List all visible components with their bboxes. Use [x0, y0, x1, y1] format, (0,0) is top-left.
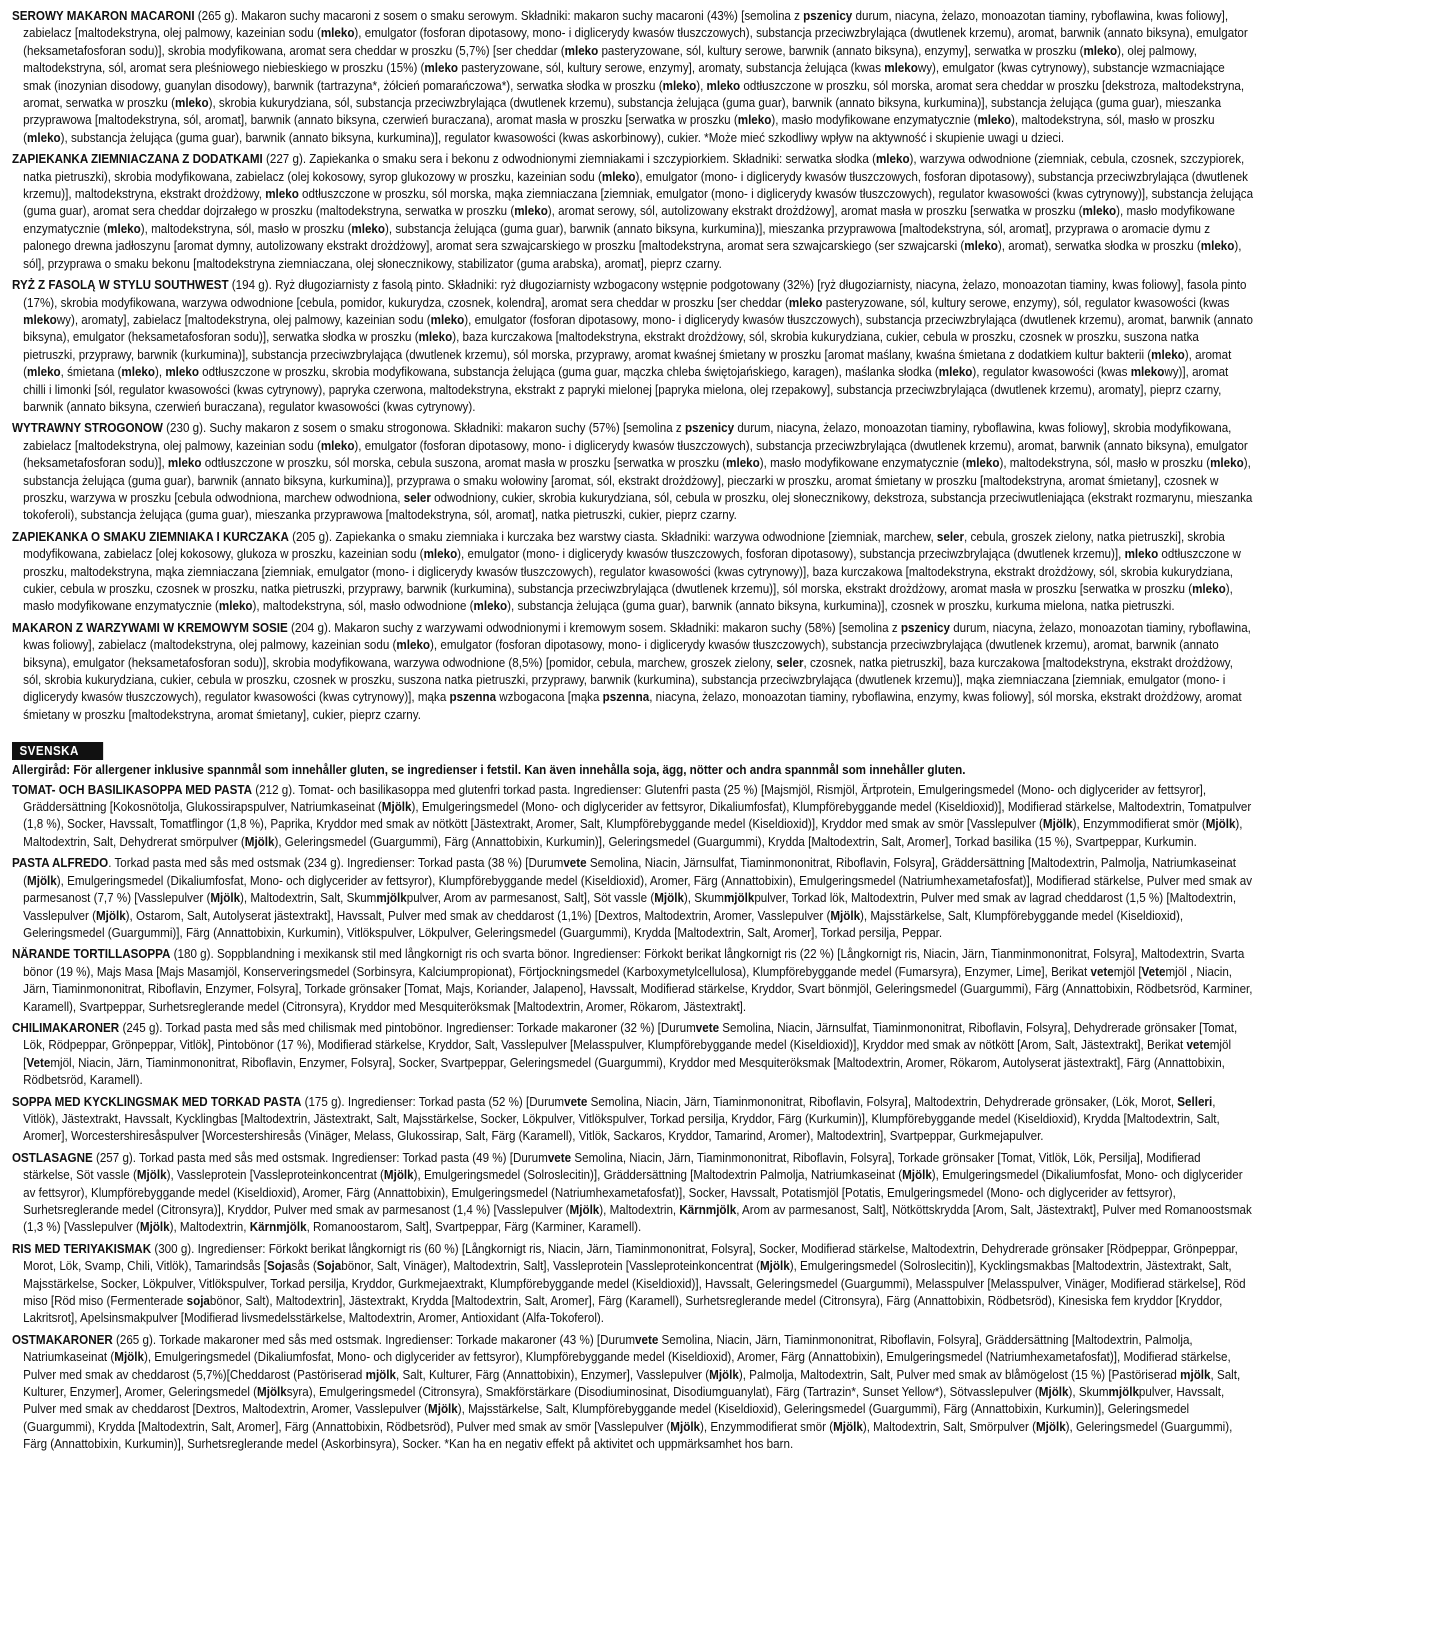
text-segment: , Salt, Kulturer, Enzymer], Aromer, Geleringsmedel (	[23, 1367, 1241, 1400]
text-segment: odtłuszczone w proszku, sól morska, mąka ziemniaczana [ziemniak, emulgator (mono- i diglicerydy kwasów tłuszczowych), regulator kwasowości (kwas cytrynowy)], substancja żelująca (guma guar), aromat sera cheddar dojrzałego w proszku (maltodekstryna, serwatka w proszku (	[23, 187, 1254, 219]
bold-segment: mjölk	[723, 891, 755, 906]
bold-segment: Mjölk	[569, 1203, 600, 1217]
bold-segment: Mjölk	[95, 908, 126, 923]
bold-segment: vete	[564, 1094, 588, 1109]
bold-segment: vete	[635, 1332, 659, 1347]
bold-segment: mjölk	[365, 1367, 396, 1382]
bold-segment: pszenna	[602, 690, 650, 705]
bold-segment: PASTA ALFREDO	[12, 856, 109, 871]
text-segment: , Arom av parmesanost, Salt], Nötköttskrydda [Arom, Salt, Jästextrakt], Pulver med Romanoostsmak (1,3 %) [Vasslepulver (	[23, 1203, 1252, 1235]
bold-segment: soja	[186, 1294, 210, 1309]
text-segment: odwodniony, cukier, skrobia kukurydziana, sól, cebula w proszku, olej słonecznikowy, dekstroza, substancja przeciwutleniająca (ekstrakt rozmarynu, mieszanka tokoferoli), substancja żelująca (guma guar), mieszanka przyprawowa [maltodekstryna, sól, aromat], natka pietruszki, cukier, pieprz czarny.	[23, 490, 1253, 523]
bold-segment: vete	[547, 1150, 572, 1165]
text-segment: ), Majsstärkelse, Salt, Klumpförebyggande medel (Kiseldioxid), Geleringsmedel (Guargummi)], Färg (Annattobixin, Kurkumin), Vitlökspulver, Lökpulver, Geleringsmedel (Guargummi), Krydda [Maltodextrin, Salt, Aromer], Torkad persilja, Peppar.	[23, 908, 1184, 940]
bold-segment: mleko	[424, 61, 459, 76]
bold-segment: mleko	[964, 239, 998, 254]
text-segment: , niacyna, żelazo, monoazotan tiaminy, ryboflawina, enzymy, kwas foliowy], sól morska, ekstrakt drożdżowy, aromat śmietany w proszku [maltodekstryna, aromat śmietany], cukier, pieprz czarny.	[23, 690, 1242, 722]
bold-segment: mleko	[1200, 239, 1235, 254]
bold-segment: mjölk	[1180, 1367, 1211, 1382]
bold-segment: mleko	[174, 96, 209, 111]
bold-segment: vete	[1090, 964, 1114, 979]
text-segment: pulver, Torkad lök, Maltodextrin, Pulver med smak av lagrad cheddarost (1,5 %) [Maltodextrin, Vasslepulver (	[23, 891, 1237, 923]
bold-segment: mleko	[726, 456, 760, 471]
text-segment: wzbogacona [mąka	[496, 690, 603, 705]
text-segment: Semolina, Niacin, Järnsulfat, Tiaminmononitrat, Riboflavin, Folsyra], Gräddersättning [Maltodextrin, Palmolja, Natriumkaseinat (	[23, 856, 1236, 888]
text-segment: mjöl [	[23, 1038, 1232, 1070]
text-segment: odtłuszczone w proszku, maltodekstryna, mąka ziemniaczana [ziemniak, emulgator (mono- i diglicerydy kwasów tłuszczowych), regulator kwasowości (kwas cytrynowy)], baza kurczakowa [maltodekstryna, ekstrakt drożdżowy, sól, skrobia kukurydziana, cukier, cebula w proszku, czosnek w proszku, natka pietruszki, przyprawy, barwnik (kurkumina), substancja przeciwzbrylająca (dwutlenek krzemu)], sól morska, ekstrakt drożdżowy, aromat masła w proszku [serwatka w proszku (	[23, 547, 1241, 596]
polish-section	[12, 8, 1254, 724]
text-segment: ), Palmolja, Maltodextrin, Salt, Pulver med smak av blåmögelost (15 %) [Pastöriserad	[738, 1367, 1181, 1382]
text-segment: , cebula, groszek zielony, natka pietruszki], skrobia modyfikowana, zabielacz [olej kokosowy, glukoza w proszku, kazeinian sodu (	[23, 529, 1225, 562]
product-entry	[12, 277, 1254, 416]
bold-segment: seler	[403, 490, 431, 505]
text-segment: . Torkad pasta med sås med ostsmak (234 g). Ingredienser: Torkad pasta (38 %) [Durum	[108, 856, 564, 871]
bold-segment: seler	[776, 655, 804, 670]
text-segment: ), Skum	[683, 891, 724, 906]
bold-segment: mleko	[938, 365, 973, 380]
text-segment: ), maltodekstryna, sól, masło w proszku (	[140, 221, 352, 236]
bold-segment: WYTRAWNY STROGONOW	[12, 421, 163, 436]
bold-segment: mleko	[121, 365, 156, 380]
product-entry	[12, 782, 1254, 852]
bold-segment: mleko	[662, 78, 697, 93]
text-segment: (205 g). Zapiekanka o smaku ziemniaka i kurczaka bez warstwy ciasta. Składniki: warzywa odwodnione [ziemniak, marchew,	[288, 529, 937, 544]
text-segment: ), Emulgeringsmedel (Solroslecitin)], Gräddersättning [Maltodextrin Palmolja, Natriumkaseinat (	[413, 1168, 903, 1183]
text-segment: , śmietana (	[60, 365, 122, 380]
product-entry	[12, 1150, 1254, 1237]
bold-segment: SOPPA MED KYCKLINGSMAK MED TORKAD PASTA	[12, 1094, 302, 1109]
text-segment: ),	[155, 365, 166, 380]
text-segment: odtłuszczone w proszku, skrobia modyfikowana, substancja żelująca (guma guar, mączka chleba świętojańskiego, karagen), maślanka słodka (	[198, 365, 939, 380]
bold-segment: pszenicy	[900, 620, 950, 635]
bold-segment: Kärnmjölk	[249, 1220, 307, 1235]
bold-segment: mleko	[320, 26, 355, 41]
bold-segment: mleko	[737, 113, 772, 128]
text-segment: ), substancja żelująca (guma guar), barwnik (annato biksyna, kurkumina)], regulator kwasowości (kwas askorbinowy), cukier. *Może mieć szkodliwy wpływ na aktywność i skupienie uwagi u dzieci.	[60, 130, 1065, 145]
text-segment: (230 g). Suchy makaron z sosem o smaku strogonowa. Składniki: makaron suchy (57%) [semolina z	[162, 421, 685, 436]
text-segment: , czosnek, natka pietruszki], baza kurczakowa [maltodekstryna, ekstrakt drożdżowy, sól, skrobia kukurydziana, cukier, cebula w proszku, czosnek w proszku, suszona natka pietruszki, przyprawy, barwnik (kurkumina), substancja przeciwzbrylająca (dwutlenek krzemu)], mąka ziemniaczana [ziemniak, emulgator (mono- i diglicerydy kwasów tłuszczowych), regulator kwasowości (kwas cytrynowy)], mąka	[23, 655, 1233, 705]
bold-segment: Mjölk	[902, 1168, 932, 1183]
text-segment: ), maltodekstryna, sól, masło w proszku (	[999, 456, 1211, 471]
bold-segment: mjölk	[376, 891, 407, 906]
bold-segment: mleko	[1210, 456, 1244, 471]
text-segment: ), regulator kwasowości (kwas	[972, 365, 1131, 380]
bold-segment: vete	[695, 1020, 720, 1035]
text-segment: pasteryzowane, sól, kultury serowe, enzymy], aromaty, substancja żelująca (kwas	[458, 61, 885, 76]
bold-segment: mleko	[601, 169, 636, 184]
text-segment: ), masło modyfikowane enzymatycznie (	[23, 204, 1236, 236]
language-header: SVENSKA	[12, 742, 103, 760]
text-segment: ), emulgator (fosforan dipotasowy, mono- i diglicerydy kwasów tłuszczowych), substancja przeciwzbrylająca (dwutlenek krzemu), aromat, barwnik (annato biksyna), emulgator (heksametafosforan sodu)], skrobia modyfikowana, warzywa odwodnione (8,5%) [pomidor, cebula, marchew, groszek zielony,	[23, 638, 1219, 670]
product-entry	[12, 420, 1254, 524]
bold-segment: pszenna	[449, 690, 497, 705]
bold-segment: ZAPIEKANKA O SMAKU ZIEMNIAKA I KURCZAKA	[12, 529, 289, 544]
text-segment: ), aromat serowy, sól, autolizowany ekstrakt drożdżowy], aromat masła w proszku [serwatka w proszku (	[547, 204, 1083, 219]
text-segment: ), emulgator (mono- i diglicerydy kwasów tłuszczowych, fosforan dipotasowy), substancja przeciwzbrylająca (dwutlenek krzemu)],	[457, 547, 1125, 562]
text-segment: ), substancja żelująca (guma guar), barwnik (annato biksyna, kurkumina)], czosnek w proszku, kurkuma mielona, natka pietruszki.	[507, 599, 1175, 614]
bold-segment: Mjölk	[383, 1168, 414, 1183]
bold-segment: SEROWY MAKARON MACARONI	[12, 9, 195, 23]
bold-segment: mleko	[706, 78, 741, 93]
text-segment: mjöl [	[1113, 964, 1142, 979]
bold-segment: mleko	[23, 312, 57, 327]
text-segment: ), Emulgeringsmedel (Mono- och diglycerider av fettsyror, Dikaliumfosfat), Klumpförebyggande medel (Kiseldioxid)], Modifierad stärkelse, Maltodextrin, Tomatpulver (1,8 %), Socker, Havssalt, Tomatflingor (1,8 %), Paprika, Kryddor med smak av nötkött [Jästextrakt, Aromer, Salt, Klumpförebyggande medel (Kiseldioxid)], Kryddor med smak av smör [Vasslepulver (	[23, 800, 1252, 832]
product-entry	[12, 855, 1254, 942]
text-segment: ), warzywa odwodnione (ziemniak, cebula, czosnek, szczypiorek, natka pietruszki), skrobia modyfikowana, zabielacz (olej kokosowy, syrop glukozowy w proszku, kazeinian sodu (	[23, 152, 1245, 184]
text-segment: (204 g). Makaron suchy z warzywami odwodnionymi i kremowym sosem. Składniki: makaron suchy (58%) [semolina z	[287, 620, 901, 635]
text-segment: , Romanoostarom, Salt], Svartpeppar, Färg (Karminer, Karamell).	[306, 1220, 642, 1235]
text-segment: (265 g). Makaron suchy macaroni z sosem o smaku serowym. Składniki: makaron suchy macaroni (43%) [semolina z	[194, 9, 804, 23]
text-segment: ), masło modyfikowane enzymatycznie (	[759, 456, 966, 471]
text-segment: ), aromat (	[23, 347, 1232, 380]
text-segment: ), skrobia kukurydziana, sól, substancja przeciwzbrylająca (dwutlenek krzemu), substancja żelująca (guma guar), barwnik (annato biksyna, kurkumina)], substancja żelująca (guma guar), mieszanka przyprawowa [maltodekstryna, sól, aromat], barwnik (annato biksyna, czerwień buraczana), aromat masła w proszku [serwatka w proszku (	[23, 96, 1222, 128]
bold-segment: seler	[936, 529, 965, 544]
text-segment: ), substancja żelująca (guma guar), barwnik (annato biksyna, kurkumina)], mieszanka przyprawowa [maltodekstryna, sól, aromat], przyprawa o aromacie dymu z palonego drewna jadłoszynu [aromat dymny, autolizowany ekstrakt drożdżowy], aromat sera szwajcarskiego w proszku [maltodekstryna, aromat sera szwajcarskiego (ser szwajcarski (	[23, 221, 1211, 254]
text-segment: Semolina, Niacin, Järn, Tiaminmononitrat, Riboflavin, Folsyra], Torkade grönsaker [Tomat, Vitlök, Lök, Persilja], Modifierad stärkelse, Söt vassle (	[23, 1150, 1201, 1183]
bold-segment: OSTMAKARONER	[12, 1332, 113, 1347]
text-segment: odtłuszczone w proszku, sól morska, aromat sera cheddar w proszku [dekstroza, maltodekstryna, aromat, serwatka w proszku (	[23, 78, 1245, 111]
bold-segment: mleko	[514, 204, 548, 219]
bold-segment: mleko	[884, 61, 918, 76]
text-segment: ), baza kurczakowa [maltodekstryna, ekstrakt drożdżowy, sól, skrobia kukurydziana, cukier, cebula w proszku, czosnek w proszku, suszona natka pietruszki, przyprawy, barwnik (kurkumina)], substancja przeciwzbrylająca (dwutlenek krzemu), sól morska, przyprawy, aromat kwaśnej śmietany w proszku [aromat maślany, kwaśna śmietana z dodatkiem kultur bakterii (	[23, 330, 1199, 362]
text-segment: bönor, Salt, Vinäger), Maltodextrin, Salt], Vassleprotein [Vassleproteinkoncentrat (	[341, 1259, 760, 1274]
text-segment: mjöl , Niacin, Järn, Tiaminmononitrat, Riboflavin, Enzymer, Folsyra], Torkade grönsaker [Tomat, Majs, Koriander, Jalapeno], Havssalt, Modifierad stärkelse, Kryddor, Svart bönmjöl, Geleringsmedel (Guargummi), Färg (Annattobixin, Rödbetsröd, Karminer, Karamell), Svartpeppar, Surhetsreglerande medel (Citronsyra), Kryddor med Mesquiteröksmak [Maltodextrin, Aromer, Rökarom, Jästextrakt].	[23, 964, 1253, 1014]
bold-segment: Selleri	[1177, 1094, 1213, 1109]
product-entry	[12, 1020, 1254, 1090]
product-entry	[12, 620, 1254, 724]
bold-segment: mleko	[1124, 547, 1159, 562]
text-segment: bönor, Salt), Maltodextrin], Jästextrakt, Krydda [Maltodextrin, Salt, Aromer], Färg (Karamell), Surhetsreglerande medel (Citronsyra), Färg (Annattobixin, Rödbetsröd), Kinesiska fem kryddor [Kryddor, Lakritsrot], Apelsinsmakpulver [Modifierad livsmedelsstärkelse, Maltodextrin, Aromer, Antioxidant (Alfa-Tokoferol).	[23, 1294, 1223, 1326]
text-segment: (194 g). Ryż długoziarnisty z fasolą pinto. Składniki: ryż długoziarnisty wzbogacony wstępnie podgotowany (32%) [ryż długoziarnisty, niacyna, żelazo, monoazotan tiaminy, kwas foliowy], fasola pinto (17%), skrobia modyfikowana, warzywa odwodnione [cebula, pomidor, kukurydza, czosnek, kolendra], aromat sera cheddar w proszku [ser cheddar (	[23, 278, 1247, 310]
text-segment: (245 g). Torkad pasta med sås med chilismak med pintobönor. Ingredienser: Torkade makaroner (32 %) [Durum	[119, 1020, 696, 1035]
bold-segment: CHILIMAKARONER	[12, 1020, 120, 1035]
bold-segment: mleko	[1151, 347, 1185, 362]
bold-segment: Mjölk	[136, 1168, 167, 1183]
text-segment: ), masło modyfikowane enzymatycznie (	[771, 113, 978, 128]
text-segment: ), maltodekstryna, sól, masło odwodnione (	[252, 599, 474, 614]
bold-segment: Mjölk	[139, 1220, 170, 1235]
text-segment: (180 g). Soppblandning i mexikansk stil med långkornigt ris och svarta bönor. Ingredienser: Förkokt berikat långkornigt ris (22 %) [Långkornigt ris, Niacin, Järn, Tianminmononitrat, Folsyra], Maltodextrin, Svarta bönor (19 %), Majs Masa [Majs Masamjöl, Konserveringsmedel (Sorbinsyra, Kalciumpropionat), Förtjockningsmedel (Karboxymetylcellulosa), Klumpförebyggande medel (Fumarsyra), Enzymer, Lime], Berikat	[23, 947, 1245, 979]
bold-segment: Mjölk	[830, 908, 861, 923]
bold-segment: pszenicy	[803, 9, 853, 23]
text-segment: (265 g). Torkade makaroner med sås med ostsmak. Ingredienser: Torkade makaroner (43 %) [Durum	[112, 1332, 636, 1347]
text-segment: Semolina, Niacin, Järn, Tiaminmononitrat, Riboflavin, Folsyra], Gräddersättning [Maltodextrin, Palmolja, Natriumkaseinat (	[23, 1332, 1193, 1365]
text-segment: Semolina, Niacin, Järn, Tiaminmononitrat, Riboflavin, Folsyra], Maltodextrin, Dehydrerade grönsaker, (Lök, Morot,	[587, 1094, 1178, 1109]
bold-segment: RYŻ Z FASOLĄ W STYLU SOUTHWEST	[12, 278, 229, 293]
bold-segment: mleko	[1083, 43, 1118, 58]
bold-segment: mleko	[788, 295, 823, 310]
text-segment: ), Emulgeringsmedel (Dikaliumfosfat, Mono- och diglycerider av fettsyror), Klumpförebyggande medel (Kiseldioxid), Aromer, Färg (Annattobixin), Emulgeringsmedel (Natriumhexametafosfat)], Socker, Havssalt, Potatismjöl [Potatis, Emulgeringsmedel (Mono- och diglycerider av fettsyror), Surhetsreglerande medel (Citronsyra)], Kryddor, Pulver med smak av parmesanost (1,4 %) [Vasslepulver (	[23, 1168, 1243, 1217]
bold-segment: mleko	[107, 221, 141, 236]
bold-segment: pszenicy	[684, 421, 735, 436]
text-segment: ), Emulgeringsmedel (Solroslecitin)], Kycklingsmakbas [Maltodextrin, Jästextrakt, Salt, Majsstärkelse, Socker, Lökpulver, Vitlökspulver, Torkad persilja, Kryddor, Gurkmejaextrakt, Klumpförebyggande medel (Kiseldioxid)], Havssalt, Geleringsmedel (Guargummi), Melasspulver [Melasspulver, Vinäger, Modifierad stärkelse], Röd miso [Röd miso (Fermenterade	[23, 1259, 1246, 1309]
bold-segment: Mjölk	[1038, 1385, 1069, 1400]
product-entry	[12, 1094, 1254, 1146]
allergy-advice: Allergiråd: För allergener inklusive spannmål som innehåller gluten, se ingredienser i fetstil. Kan även innehålla soja, ägg, nötter och andra spannmål som innehåller gluten.	[12, 763, 966, 778]
bold-segment: Mjölk	[27, 873, 57, 888]
bold-segment: Mjölk	[257, 1385, 287, 1400]
text-segment: ), emulgator (fosforan dipotasowy, mono- i diglicerydy kwasów tłuszczowych), substancja przeciwzbrylająca (dwutlenek krzemu), aromat, barwnik (annato biksyna), emulgator (heksametafosforan sodu)], skrobia modyfikowana, aromat sera cheddar w proszku (5,7%) [ser cheddar (	[23, 26, 1248, 58]
bold-segment: mleko	[564, 43, 599, 58]
text-segment: mjöl, Niacin, Järn, Tiaminmononitrat, Riboflavin, Enzymer, Folsyra], Socker, Svartpeppar, Geleringsmedel (Guargummi), Kryddor med Mesquiteröksmak [Maltodextrin, Aromer, Rökarom, Autolyserat jästextrakt], Färg (Annattobixin, Rödbetsröd, Karamell).	[23, 1055, 1225, 1088]
text-segment: (300 g). Ingredienser: Förkokt berikat långkornigt ris (60 %) [Långkornigt ris, Niacin, Järn, Tiaminmononitrat, Folsyra], Socker, Modifierad stärkelse, Maltodextrin, Dehydrerade grönsaker [Rödpeppar, Grönpeppar, Morot, Lök, Svamp, Chili, Vitlök), Tamarindsås [	[23, 1241, 1238, 1274]
product-entry	[12, 151, 1254, 273]
text-segment: durum, niacyna, żelazo, monoazotan tiaminy, ryboflawina, kwas foliowy], zabielacz (maltodekstryna, olej palmowy, kazeinian sodu (	[23, 620, 1251, 653]
ingredients-document	[12, 8, 1254, 1458]
bold-segment: vete	[1186, 1038, 1210, 1053]
bold-segment: Mjölk	[759, 1259, 790, 1274]
text-segment: ), Maltodextrin, Salt, Dehydrerat smörpulver (	[23, 817, 1243, 849]
text-segment: ), Skum	[1068, 1385, 1109, 1400]
text-segment: durum, niacyna, żelazo, monoazotan tiaminy, ryboflawina, kwas foliowy], skrobia modyfikowana, zabielacz [maltodekstryna, olej palmowy, kazeinian sodu (	[23, 421, 1232, 453]
text-segment: ), emulgator (fosforan dipotasowy, mono- i diglicerydy kwasów tłuszczowych), substancja przeciwzbrylająca (dwutlenek krzemu), aromat, barwnik (annato biksyna), emulgator (heksametafosforan sodu)], serwatka słodka w proszku (	[23, 312, 1253, 345]
bold-segment: mleko	[218, 599, 253, 614]
bold-segment: Mjölk	[654, 891, 684, 906]
bold-segment: Vete	[1141, 964, 1166, 979]
bold-segment: Mjölk	[1035, 1419, 1066, 1434]
text-segment: pulver, Arom av parmesanost, Salt], Söt vassle (	[406, 891, 655, 906]
text-segment: ), Geleringsmedel (Guargummi), Färg (Annattobixin, Kurkumin)], Geleringsmedel (Guargummi), Krydda [Maltodextrin, Salt, Aromer], Torkad basilika (15 %), Svartpeppar, Kurkumin.	[274, 834, 1197, 849]
text-segment: (257 g). Torkad pasta med sås med ostsmak. Ingredienser: Torkad pasta (49 %) [Durum	[92, 1150, 548, 1165]
bold-segment: Mjölk	[114, 1350, 144, 1365]
bold-segment: ZAPIEKANKA ZIEMNIACZANA Z DODATKAMI	[12, 152, 263, 167]
text-segment: durum, niacyna, żelazo, monoazotan tiaminy, ryboflawina, kwas foliowy], zabielacz [maltodekstryna, olej palmowy, kazeinian sodu (	[23, 9, 1229, 41]
text-segment: ), substancja żelująca (guma guar), barwnik (annato biksyna, kurkumina)], przyprawa o smaku wołowiny [aromat, sól, ekstrakt drożdżowy], pieczarki w proszku, aromat śmietany w proszku [maltodekstryna, aromat śmietany], czosnek w proszku, warzywa w proszku [cebula odwodniona, marchew odwodniona,	[23, 456, 1251, 505]
bold-segment: mleko	[418, 330, 453, 345]
text-segment: pasteryzowane, sól, kultury serowe, barwnik (annato biksyna), enzymy], serwatka w proszku (	[598, 43, 1084, 58]
bold-segment: mleko	[977, 113, 1012, 128]
text-segment: (227 g). Zapiekanka o smaku sera i bekonu z odwodnionymi ziemniakami i szczypiorkiem. Składniki: serwatka słodka (	[262, 152, 876, 167]
text-segment: ), masło modyfikowane enzymatycznie (	[23, 582, 1233, 614]
text-segment: ), Enzymmodifierat smör (	[700, 1419, 834, 1434]
product-entry	[12, 946, 1254, 1016]
text-segment: wy), emulgator (kwas cytrynowy), substancje wzmacniające smak (inozynian disodowy, guanylan disodowy), barwnik (tartrazyna*, żółcień pomarańczowa*), serwatka słodka w proszku (	[23, 61, 1225, 93]
text-segment: Semolina, Niacin, Järnsulfat, Tiaminmononitrat, Riboflavin, Folsyra], Dehydrerade grönsaker [Tomat, Lök, Rödpeppar, Grönpeppar, Vitlök], Pintobönor (17 %), Modifierad stärkelse, Kryddor, Salt, Vasslepulver [Melasspulver, Klumpförebyggande medel (Kiseldioxid)], Kryddor med smak av nötkött [Arom, Salt, Jästextrakt], Berikat	[23, 1020, 1238, 1053]
bold-segment: Mjölk	[833, 1419, 863, 1434]
text-segment: , Salt, Kulturer, Färg (Annattobixin), Enzymer], Vasslepulver (	[395, 1367, 710, 1382]
bold-segment: mleko	[320, 438, 355, 453]
text-segment: ), Maltodextrin, Salt, Smörpulver (	[862, 1419, 1036, 1434]
text-segment: ), Ostarom, Salt, Autolyserat jästextrakt], Havssalt, Pulver med smak av cheddarost (1,1%) [Dextros, Maltodextrin, Aromer, Vasslepulver (	[125, 908, 831, 923]
text-segment: ), Majsstärkelse, Salt, Klumpförebyggande medel (Kiseldioxid), Geleringsmedel (Guargummi), Färg (Annattobixin, Kurkumin)], Geleringsmedel (Guargummi), Krydda [Maltodextrin, Salt, Aromer], Färg (Annattobixin, Rödbetsröd), Pulver med smak av smör [Vasslepulver (	[23, 1402, 1190, 1434]
bold-segment: mleko	[473, 599, 508, 614]
text-segment: ), Enzymmodifierat smör (	[1072, 817, 1206, 832]
bold-segment: mjölk	[1108, 1385, 1139, 1400]
bold-segment: mleko	[351, 221, 385, 236]
product-entry	[12, 1241, 1254, 1328]
bold-segment: Vete	[26, 1055, 51, 1070]
product-entry	[12, 529, 1254, 616]
bold-segment: mleko	[1130, 365, 1165, 380]
bold-segment: mleko	[27, 130, 61, 145]
text-segment: ), Vassleprotein [Vassleproteinkoncentrat (	[166, 1168, 384, 1183]
bold-segment: mleko	[265, 187, 299, 202]
text-segment: ), maltodekstryna, sól, masło w proszku (	[23, 113, 1215, 145]
bold-segment: Mjölk	[428, 1402, 458, 1417]
product-entry	[12, 8, 1254, 147]
bold-segment: Mjölk	[244, 834, 275, 849]
text-segment: ), Maltodextrin,	[599, 1203, 680, 1217]
text-segment: , Vitlök), Jästextrakt, Havssalt, Kycklingbas [Maltodextrin, Jästextrakt, Salt, Majsstärkelse, Socker, Lökpulver, Vitlökspulver, Torkad persilja, Kryddor, Färg (Kurkumin)], Klumpförebyggande medel (Kiseldioxid), Krydda [Maltodextrin, Salt, Aromer], Worcestershiresåspulver [Worcestershiresås (Vinäger, Melass, Glukossirap, Salt, Färg (Karamell), Vitlök, Sackaros, Kryddor, Tamarind, Aromer), Maltodextrin], Svartpeppar, Gurkmejapulver.	[23, 1094, 1220, 1144]
text-segment: ), Maltodextrin, Salt, Skum	[240, 891, 377, 906]
bold-segment: TOMAT- OCH BASILIKASOPPA MED PASTA	[12, 782, 253, 797]
bold-segment: mleko	[1082, 204, 1117, 219]
bold-segment: Soja	[316, 1259, 342, 1274]
text-segment: (212 g). Tomat- och basilikasoppa med glutenfri torkad pasta. Ingredienser: Glutenfri pasta (25 %) [Majsmjöl, Rismjöl, Ärtprotein, Emulgeringsmedel (Mono- och diglycerider av fettsyror], Gräddersättning [Kokosnötolja, Glukossirapspulver, Natriumkaseinat (	[23, 782, 1207, 815]
bold-segment: Mjölk	[709, 1367, 739, 1382]
text-segment: (175 g). Ingredienser: Torkad pasta (52 %) [Durum	[301, 1094, 565, 1109]
bold-segment: mleko	[396, 638, 431, 653]
text-segment: ), olej palmowy, maltodekstryna, sól, aromat sera pleśniowego niebieskiego w proszku (15%) (	[23, 43, 1197, 76]
text-segment: ), emulgator (fosforan dipotasowy, mono- i diglicerydy kwasów tłuszczowych), substancja przeciwzbrylająca (dwutlenek krzemu), aromat, barwnik (annato biksyna), emulgator (heksametafosforan sodu)],	[23, 438, 1248, 471]
text-segment: ), Emulgeringsmedel (Dikaliumfosfat, Mono- och diglycerider av fettsyror), Klumpförebyggande medel (Kiseldioxid), Aromer, Färg (Annattobixin), Emulgeringsmedel (Natriumhexametafosfat)], Modifierad stärkelse, Pulver med smak av parmesanost (7,7 %) [Vasslepulver (	[23, 873, 1253, 906]
text-segment: syra), Emulgeringsmedel (Citronsyra), Smakförstärkare (Disodiuminosinat, Disodiumguanylat), Färg (Tartrazin*, Sunset Yellow*), Sötvasslepulver (	[286, 1385, 1039, 1400]
bold-segment: Mjölk	[1042, 817, 1073, 832]
text-segment: ), emulgator (mono- i diglicerydy kwasów tłuszczowych, fosforan dipotasowy), substancja przeciwzbrylająca (dwutlenek krzemu)], maltodekstryna, ekstrakt drożdżowy,	[23, 169, 1248, 202]
bold-segment: Kärnmjölk	[679, 1203, 737, 1217]
bold-segment: mleko	[875, 152, 910, 167]
bold-segment: mleko	[430, 312, 465, 327]
bold-segment: vete	[563, 856, 587, 871]
bold-segment: Mjölk	[381, 800, 412, 815]
bold-segment: NÄRANDE TORTILLASOPPA	[12, 947, 171, 962]
text-segment: ), Geleringsmedel (Guargummi), Färg (Annattobixin, Kurkumin)], Surhetsreglerande medel (Askorbinsyra), Socker. *Kan ha en negativ effekt på aktivitet och uppmärksamhet hos barn.	[23, 1419, 1233, 1452]
text-segment: ), sól], przyprawa o smaku bekonu [maltodekstryna ziemniaczana, olej słonecznikowy, stabilizator (guma arabska), aromat], pieprz czarny.	[23, 239, 1242, 271]
bold-segment: Mjölk	[670, 1419, 701, 1434]
bold-segment: OSTLASAGNE	[12, 1150, 93, 1165]
text-segment: ), aromat), serwatka słodka w proszku (	[997, 239, 1201, 254]
bold-segment: mleko	[423, 547, 458, 562]
text-segment: sås (	[291, 1259, 317, 1274]
product-entry	[12, 1332, 1254, 1454]
bold-segment: mleko	[1192, 582, 1226, 596]
text-segment: ), Emulgeringsmedel (Dikaliumfosfat, Mono- och diglycerider av fettsyror), Klumpförebyggande medel (Kiseldioxid), Aromer, Färg (Annattobixin), Emulgeringsmedel (Natriumhexametafosfat)], Modifierad stärkelse, Pulver med smak av cheddarost (5,7%)[Cheddarost (Pastöriserad	[23, 1350, 1231, 1382]
text-segment: odtłuszczone w proszku, sól morska, cebula suszona, aromat masła w proszku [serwatka w proszku (	[201, 456, 727, 471]
bold-segment: mleko	[27, 365, 61, 380]
bold-segment: Mjölk	[1205, 817, 1236, 832]
bold-segment: mleko	[167, 456, 202, 471]
bold-segment: Mjölk	[210, 891, 241, 906]
text-segment: pulver, Havssalt, Pulver med smak av cheddarost [Dextros, Maltodextrin, Aromer, Vasslepulver (	[23, 1385, 1225, 1417]
text-segment: wy)], aromat chilli i limonki [sól, regulator kwasowości (kwas cytrynowy), papryka czerwona, maltodekstryna, ekstrakt z papryki mielonej [papryka mielona, olej rzepakowy], substancja przeciwzbrylająca (dwutlenek krzemu), aromaty], pieprz czarny, barwnik (annato biksyna, czerwień buraczana), regulator kwasowości (kwas cytrynowy).	[23, 365, 1229, 414]
bold-segment: mleko	[165, 365, 199, 380]
bold-segment: RIS MED TERIYAKISMAK	[12, 1241, 152, 1256]
swedish-section	[12, 734, 1254, 1453]
text-segment: ), Maltodextrin,	[169, 1220, 250, 1235]
bold-segment: Soja	[266, 1259, 292, 1274]
text-segment: ),	[696, 78, 707, 93]
bold-segment: MAKARON Z WARZYWAMI W KREMOWYM SOSIE	[12, 620, 288, 635]
text-segment: pasteryzowane, sól, kultury serowe, enzymy), sól, regulator kwasowości (kwas	[822, 295, 1230, 310]
text-segment: wy), aromaty], zabielacz [maltodekstryna, olej palmowy, kazeinian sodu (	[56, 312, 431, 327]
bold-segment: mleko	[965, 456, 1000, 471]
